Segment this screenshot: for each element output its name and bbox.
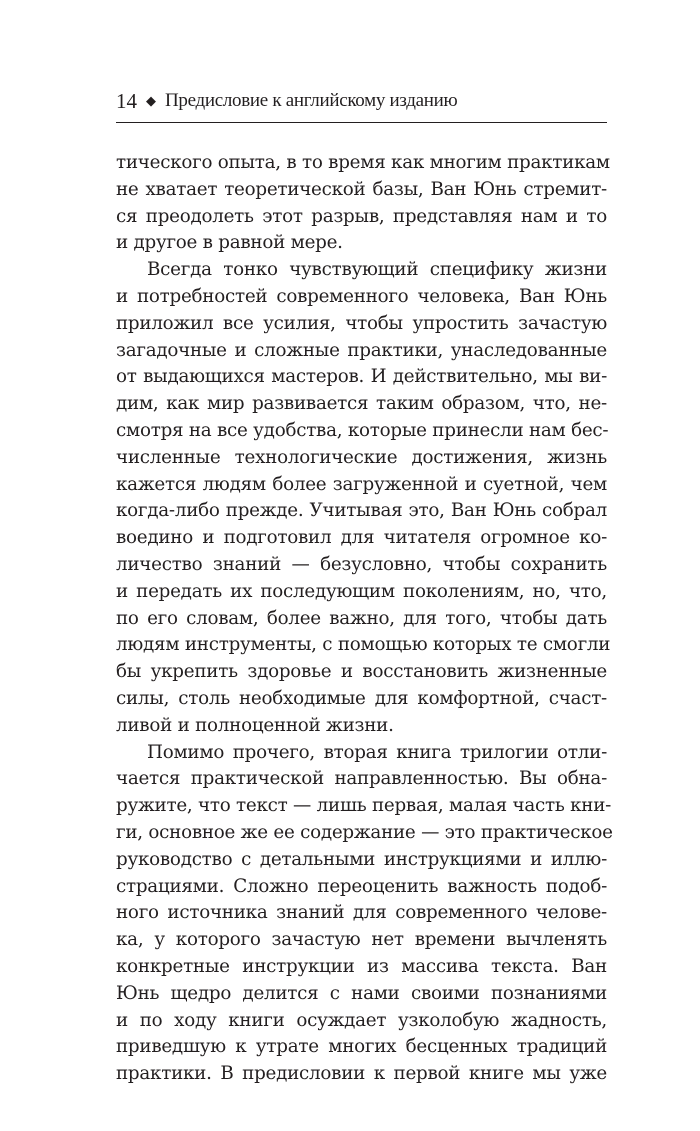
- text-line: и потребностей современного человека, Ван Юнь: [116, 285, 607, 307]
- text-line: дим, как мир развивается таким образом, что, не-: [116, 393, 607, 415]
- text-line: по его словам, более важно, для того, чтобы дать: [116, 607, 607, 629]
- text-line: руководство с детальными инструкциями и иллю-: [116, 848, 607, 870]
- text-line: и по ходу книги осуждает узколобую жадность,: [116, 1009, 607, 1031]
- text-line: и передать их последующим поколениям, но, что,: [116, 580, 607, 602]
- text-line: ся преодолеть этот разрыв, представляя нам и то: [116, 205, 607, 227]
- text-line: от выдающихся мастеров. И действительно, мы ви-: [116, 366, 607, 388]
- text-line: Юнь щедро делится с нами своими познаниями: [116, 982, 607, 1004]
- text-line: страциями. Сложно переоценить важность подоб-: [116, 875, 607, 897]
- text-line: ка, у которого зачастую нет времени вычленять: [116, 929, 607, 951]
- text-line: смотря на все удобства, которые принесли нам бес-: [116, 419, 609, 441]
- text-line: ружите, что текст — лишь первая, малая часть кни-: [116, 795, 612, 817]
- text-line: и другое в равной мере.: [116, 232, 343, 254]
- paragraph: [116, 257, 611, 739]
- page-number: 14: [116, 89, 137, 113]
- text-line: практики. В предисловии к первой книге мы уже: [116, 1063, 607, 1085]
- text-line: воедино и подготовил для читателя огромное ко-: [116, 527, 607, 549]
- running-header: [116, 88, 607, 123]
- paragraph: [116, 150, 610, 257]
- body-text: [116, 150, 613, 1088]
- text-line: людям инструменты, с помощью которых те смогли: [116, 634, 611, 656]
- text-line: приложил все усилия, чтобы упростить зачастую: [116, 312, 607, 334]
- text-line: когда-либо прежде. Учитывая это, Ван Юнь собрал: [116, 500, 607, 522]
- text-line: силы, столь необходимые для комфортной, счаст-: [116, 687, 607, 709]
- text-line: чается практической направленностью. Вы обна-: [116, 768, 607, 790]
- text-line: не хватает теоретической базы, Ван Юнь стремит-: [116, 178, 607, 200]
- text-line: бы укрепить здоровье и восстановить жизненные: [116, 661, 607, 683]
- text-line: ги, основное же ее содержание — это практическое: [116, 821, 613, 843]
- text-line: личество знаний — безусловно, чтобы сохранить: [116, 553, 607, 575]
- diamond-separator-icon: ◆: [146, 93, 156, 108]
- text-line: загадочные и сложные практики, унаследованные: [116, 339, 607, 361]
- paragraph: [116, 740, 613, 1088]
- text-line: ного источника знаний для современного челове-: [116, 902, 607, 924]
- running-title: Предисловие к английскому изданию: [165, 90, 458, 111]
- text-line: ливой и полноценной жизни.: [116, 714, 394, 736]
- text-line: конкретные инструкции из массива текста. Ван: [116, 955, 607, 977]
- text-line: Помимо прочего, вторая книга трилогии отли-: [147, 741, 607, 763]
- text-line: приведшую к утрате многих бесценных традиций: [116, 1036, 607, 1058]
- text-line: тического опыта, в то время как многим практикам: [116, 152, 610, 173]
- text-line: Всегда тонко чувствующий специфику жизни: [147, 259, 607, 281]
- text-line: численные технологические достижения, жизнь: [116, 446, 607, 468]
- text-line: кажется людям более загруженной и суетной, чем: [116, 473, 607, 495]
